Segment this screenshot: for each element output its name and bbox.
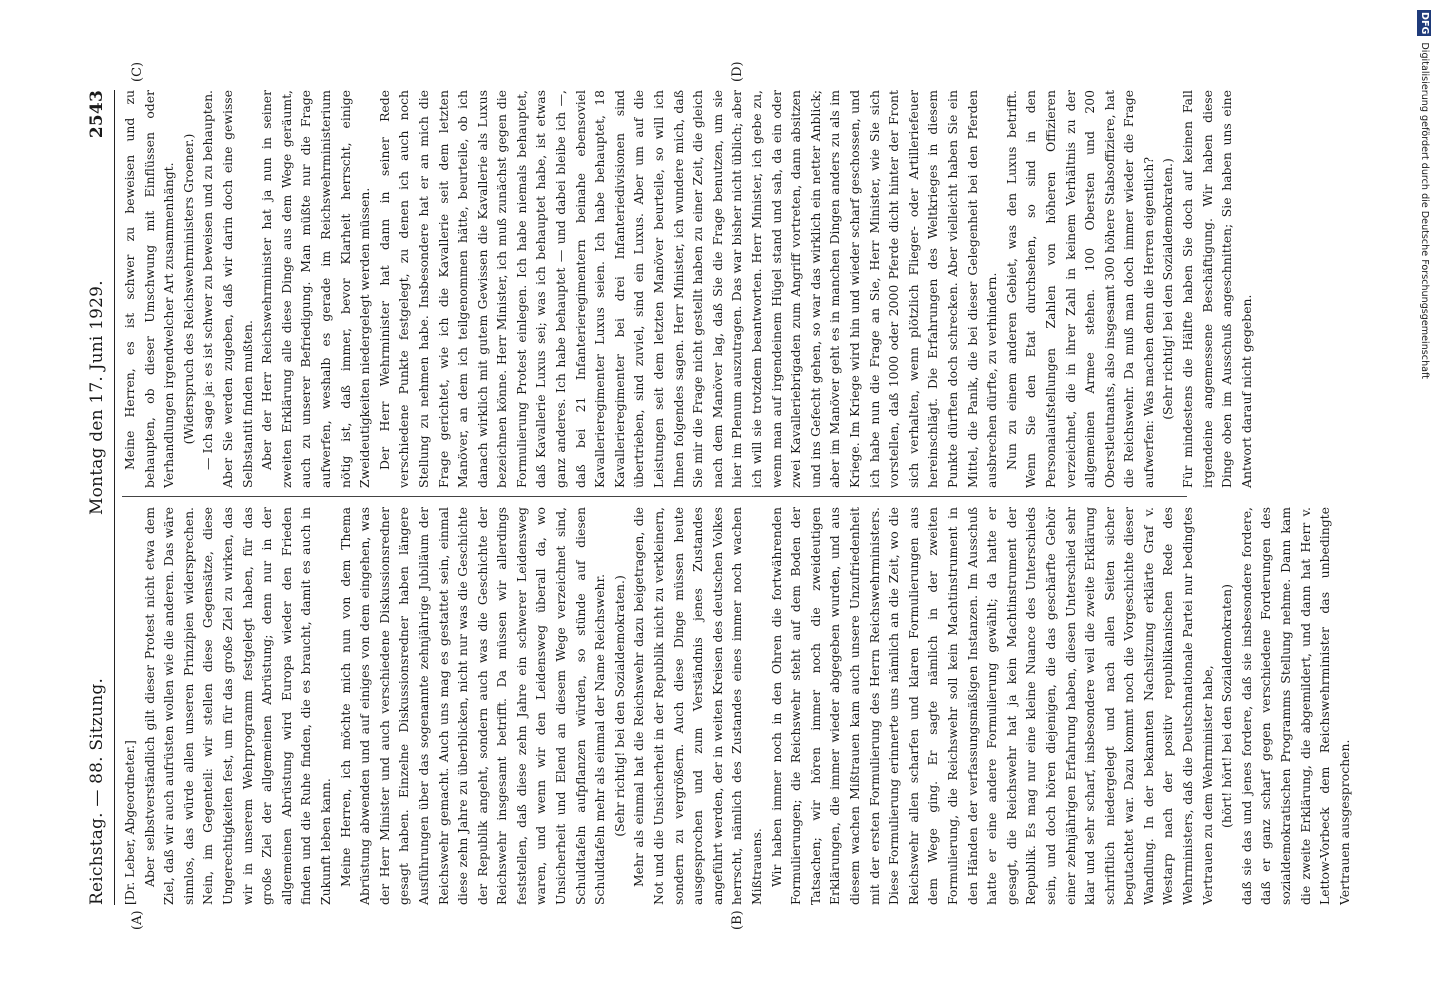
paragraph: Meine Herren, ich möchte mich nun von dem Thema Abrüstung abwenden und auf einiges von dem eingehen, was der Herr Minister und auch verschiedene Diskussionsredner gesagt haben. Einzelne Diskussionsredner haben längere Ausführungen über das sogenannte zehnjährige Jubiläum der Reichswehr gemacht. Auch uns mag es gestattet sein, einmal diese zehn Jahre zu überblicken, nicht nur was die Geschichte der Republik angeht, sondern auch was die Geschichte der Reichswehr insgesamt betrifft. Da müssen wir allerdings feststellen, daß diese zehn Jahre ein schwerer Leidensweg waren, und wenn wir den Leidensweg überall da, wo Unsicherheit und Elend an diesem Wege verzeichnet sind, Schuldtafeln aufpflanzen würden, so stünde auf diesen Schuldtafeln mehr als einmal der Name Reichswehr. [337, 507, 608, 905]
digitization-note [1418, 10, 1432, 990]
margin-marker-d: (D) [730, 61, 745, 82]
paragraph: Meine Herren, es ist schwer zu beweisen und zu behaupten, ob dieser Umschwung mit Einflüssen oder Verhandlungen irgendwelcher Art zusammenhängt. [122, 90, 177, 488]
paragraph: Mehr als einmal hat die Reichswehr dazu beigetragen, die Not und die Unsicherheit in der Republik nicht zu verkleinern, sondern zu vergrößern. Auch diese Dinge müssen heute ausgesprochen und zum Verständnis jenes Zustandes angeführt werden, der in weiten Kreisen des deutschen Volkes herrscht, nämlich des Zustandes eines immer noch wachen Mißtrauens. [631, 507, 764, 905]
interjection: (Sehr richtig! bei den Sozialdemokraten.) [611, 575, 627, 837]
paragraph: Aber selbstverständlich gilt dieser Protest nicht etwa dem Ziel, daß wir auch aufrüsten wollen wie die anderen. Das wäre sinnlos, das würde allen unseren Prinzipien widersprechen. Nein, im Gegenteil: wir stellen diese Gegensätze, diese Ungerechtigkeiten fest, um für das große Ziel zu wirken, das wir in unserem Wehrprogramm festgelegt haben, für das große Ziel der allgemeinen Abrüstung; denn nur in der allgemeinen Abrüstung wird Europa wieder den Frieden finden und die Ruhe finden, die es braucht, damit es auch in Zukunft leben kann. [141, 507, 333, 905]
paragraph: Der Herr Wehrminister hat dann in seiner Rede verschiedene Punkte festgelegt, zu denen ich auch noch Stellung zu nehmen habe. Insbesondere hat er an mich die Frage gerichtet, wie ich die Kavallerie seit dem letzten Manöver, an dem ich teilgenommen hätte, beurteile, ob ich danach wirklich mit gutem Gewissen die Kavallerie als Luxus bezeichnen könne. Herr Minister, ich muß zunächst gegen die Formulierung Protest einlegen. Ich habe niemals behauptet, daß Kavallerie Luxus sei; was ich behauptet habe, ist etwas ganz anderes. Ich habe behauptet — und dabei bleibe ich —, daß bei 21 Infanterieregimentern beinahe ebensoviel Kavallerieregimenter Luxus seien. Ich habe behauptet, 18 Kavallerieregimenter bei drei Infanteriedivisionen sind übertrieben, sind zuviel, sind ein Luxus. Aber um auf die Leistungen seit dem letzten Manöver beurteile, so will ich Ihnen folgendes sagen. Herr Minister, ich wundere mich, daß Sie mir die Frage nicht gestellt haben zu einer Zeit, die gleich nach dem Manöver lag, daß Sie die Frage benutzen, um sie hier im Plenum auszutragen. Das war bisher nicht üblich; aber ich will sie trotzdem beantworten. Herr Minister, ich gebe zu, wenn man auf irgendeinem Hügel stand und sah, da ein oder zwei Kavalleriebrigaden zum Angriff vortreten, dann absitzen und ins Gefecht gehen, so war das wirklich ein netter Anblick; aber im Manöver geht es in manchen Dingen anders zu als im Kriege. Im Kriege wird hin und wieder scharf geschossen, und ich habe nun die Frage an Sie, Herr Minister, wie Sie sich vorstellen, daß 1000 oder 2000 Pferde dicht hinter der Front sich verhalten, wenn plötzlich Flieger- oder Artilleriefeuer hereinschlägt. Die Erfahrungen des Weltkrieges in diesem Punkte dürften doch schrecken. Aber vielleicht haben Sie ein Mittel, die Panik, die bei dieser Gelegenheit bei den Pferden ausbrechen dürfte, zu verhindern. [376, 90, 1000, 488]
header-rule [114, 90, 115, 905]
paragraph: daß sie das und jenes fordere, daß sie insbesondere fordere, daß er ganz scharf gegen verschiedene Forderungen des sozialdemokratischen Programms Stellung nehme. Dann kam die zweite Erklärung, die abgemildert, und dann hat Herr v. Lettow-Vorbeck dem Reichswehrminister das unbedingte Vertrauen ausgesprochen. [1238, 507, 1352, 905]
paragraph: Für mindestens die Hälfte haben Sie doch auf keinen Fall irgendeine angemessene Beschäftigung. Wir haben diese Dinge oben im Ausschuß angeschnitten; Sie haben uns eine Antwort darauf nicht gegeben. [1180, 90, 1254, 488]
dfg-logo: DFG [1419, 12, 1430, 35]
header-date: Montag den 17. Juni 1929. [87, 280, 107, 515]
margin-marker-c: (C) [130, 61, 145, 82]
interjection: (Widerspruch des Reichswehrministers Groener.) [180, 133, 196, 445]
margin-marker-b: (B) [730, 910, 745, 930]
column-divider [122, 496, 1187, 497]
interjection: (Sehr richtig! bei den Sozialdemokraten.) [1160, 158, 1176, 420]
page-header [85, 90, 113, 905]
margin-marker-a: (A) [130, 910, 145, 930]
paragraph: Aber der Herr Reichswehrminister hat ja nun in seiner zweiten Erklärung alle diese Dinge aus dem Wege geräumt, auch zu unserer Befriedigung. Man müßte nur die Frage aufwerfen, weshalb es gerade im Reichswehrministerium nötig ist, daß immer, bevor Klarheit herrscht, einige Zweideutigkeiten niedergelegt werden müssen. [259, 90, 373, 488]
page-number: 2543 [87, 90, 107, 139]
interjection: (hört! hört! bei den Sozialdemokraten) [1219, 584, 1235, 828]
paragraph: [Dr. Leber, Abgeordneter.] [122, 740, 137, 905]
paragraph: Nun zu einem anderen Gebiet, was den Luxus betrifft. Wenn Sie den Etat durchsehen, so sind in den Personalaufstellungen Zahlen von höheren Offizieren verzeichnet, die in ihrer Zahl in keinem Verhältnis zu der allgemeinen Armee stehen. 100 Obersten und 200 Oberstleutnants, also insgesamt 300 höhere Stabsoffiziere, hat die Reichswehr. Da muß man doch immer wieder die Frage aufwerfen: Was machen denn die Herren eigentlich? [1003, 90, 1156, 488]
paragraph: — Ich sage ja: es ist schwer zu beweisen und zu behaupten. Aber Sie werden zugeben, daß wir darin doch eine gewisse Selbstantit finden mußten. [200, 90, 255, 488]
digitization-credit: Digitalisierung gefördert durch die Deutsche Forschungsgemeinschaft [1419, 42, 1430, 379]
paragraph: Wir haben immer noch in den Ohren die fortwährenden Formulierungen; die Reichswehr steht auf dem Boden der Tatsachen; wir hören immer noch die zweideutigen Erklärungen, die immer wieder abgegeben wurden, und aus diesem wachen Mißtrauen kam auch unsere Unzufriedenheit mit der ersten Formulierung des Herrn Reichswehrministers. Diese Formulierung erinnerte uns nämlich an die Zeit, wo die Reichswehr allen scharfen und klaren Formulierungen aus dem Wege ging. Er sagte nämlich in der zweiten Formulierung, die Reichswehr soll kein Machtinstrument in den Händen der verfassungsmäßigen Instanzen. Im Ausschuß hatte er eine andere Formulierung gewählt; da hatte er gesagt, die Reichswehr hat ja kein Machtinstrument der Republik. Es mag nur eine kleine Nuance des Unterschieds sein, und doch hören diejenigen, die das geschärfte Gehör einer zehnjährigen Erfahrung haben, diesen Unterschied sehr klar und sehr scharf, insbesondere weil die zweite Erklärung schriftlich niedergelegt und nach allen Seiten sicher begutachtet war. Dazu kommt noch die Vorgeschichte dieser Wandlung. In der bekannten Nachsitzung erklärte Graf v. Westarp nach der positiv republikanischen Rede des Wehrministers, daß die Deutschnationale Partei nur bedingtes Vertrauen zu dem Wehrminister habe, [768, 507, 1215, 905]
right-column [120, 90, 1256, 488]
left-column [120, 507, 1354, 905]
header-session: Reichstag. — 88. Sitzung. [87, 677, 107, 905]
